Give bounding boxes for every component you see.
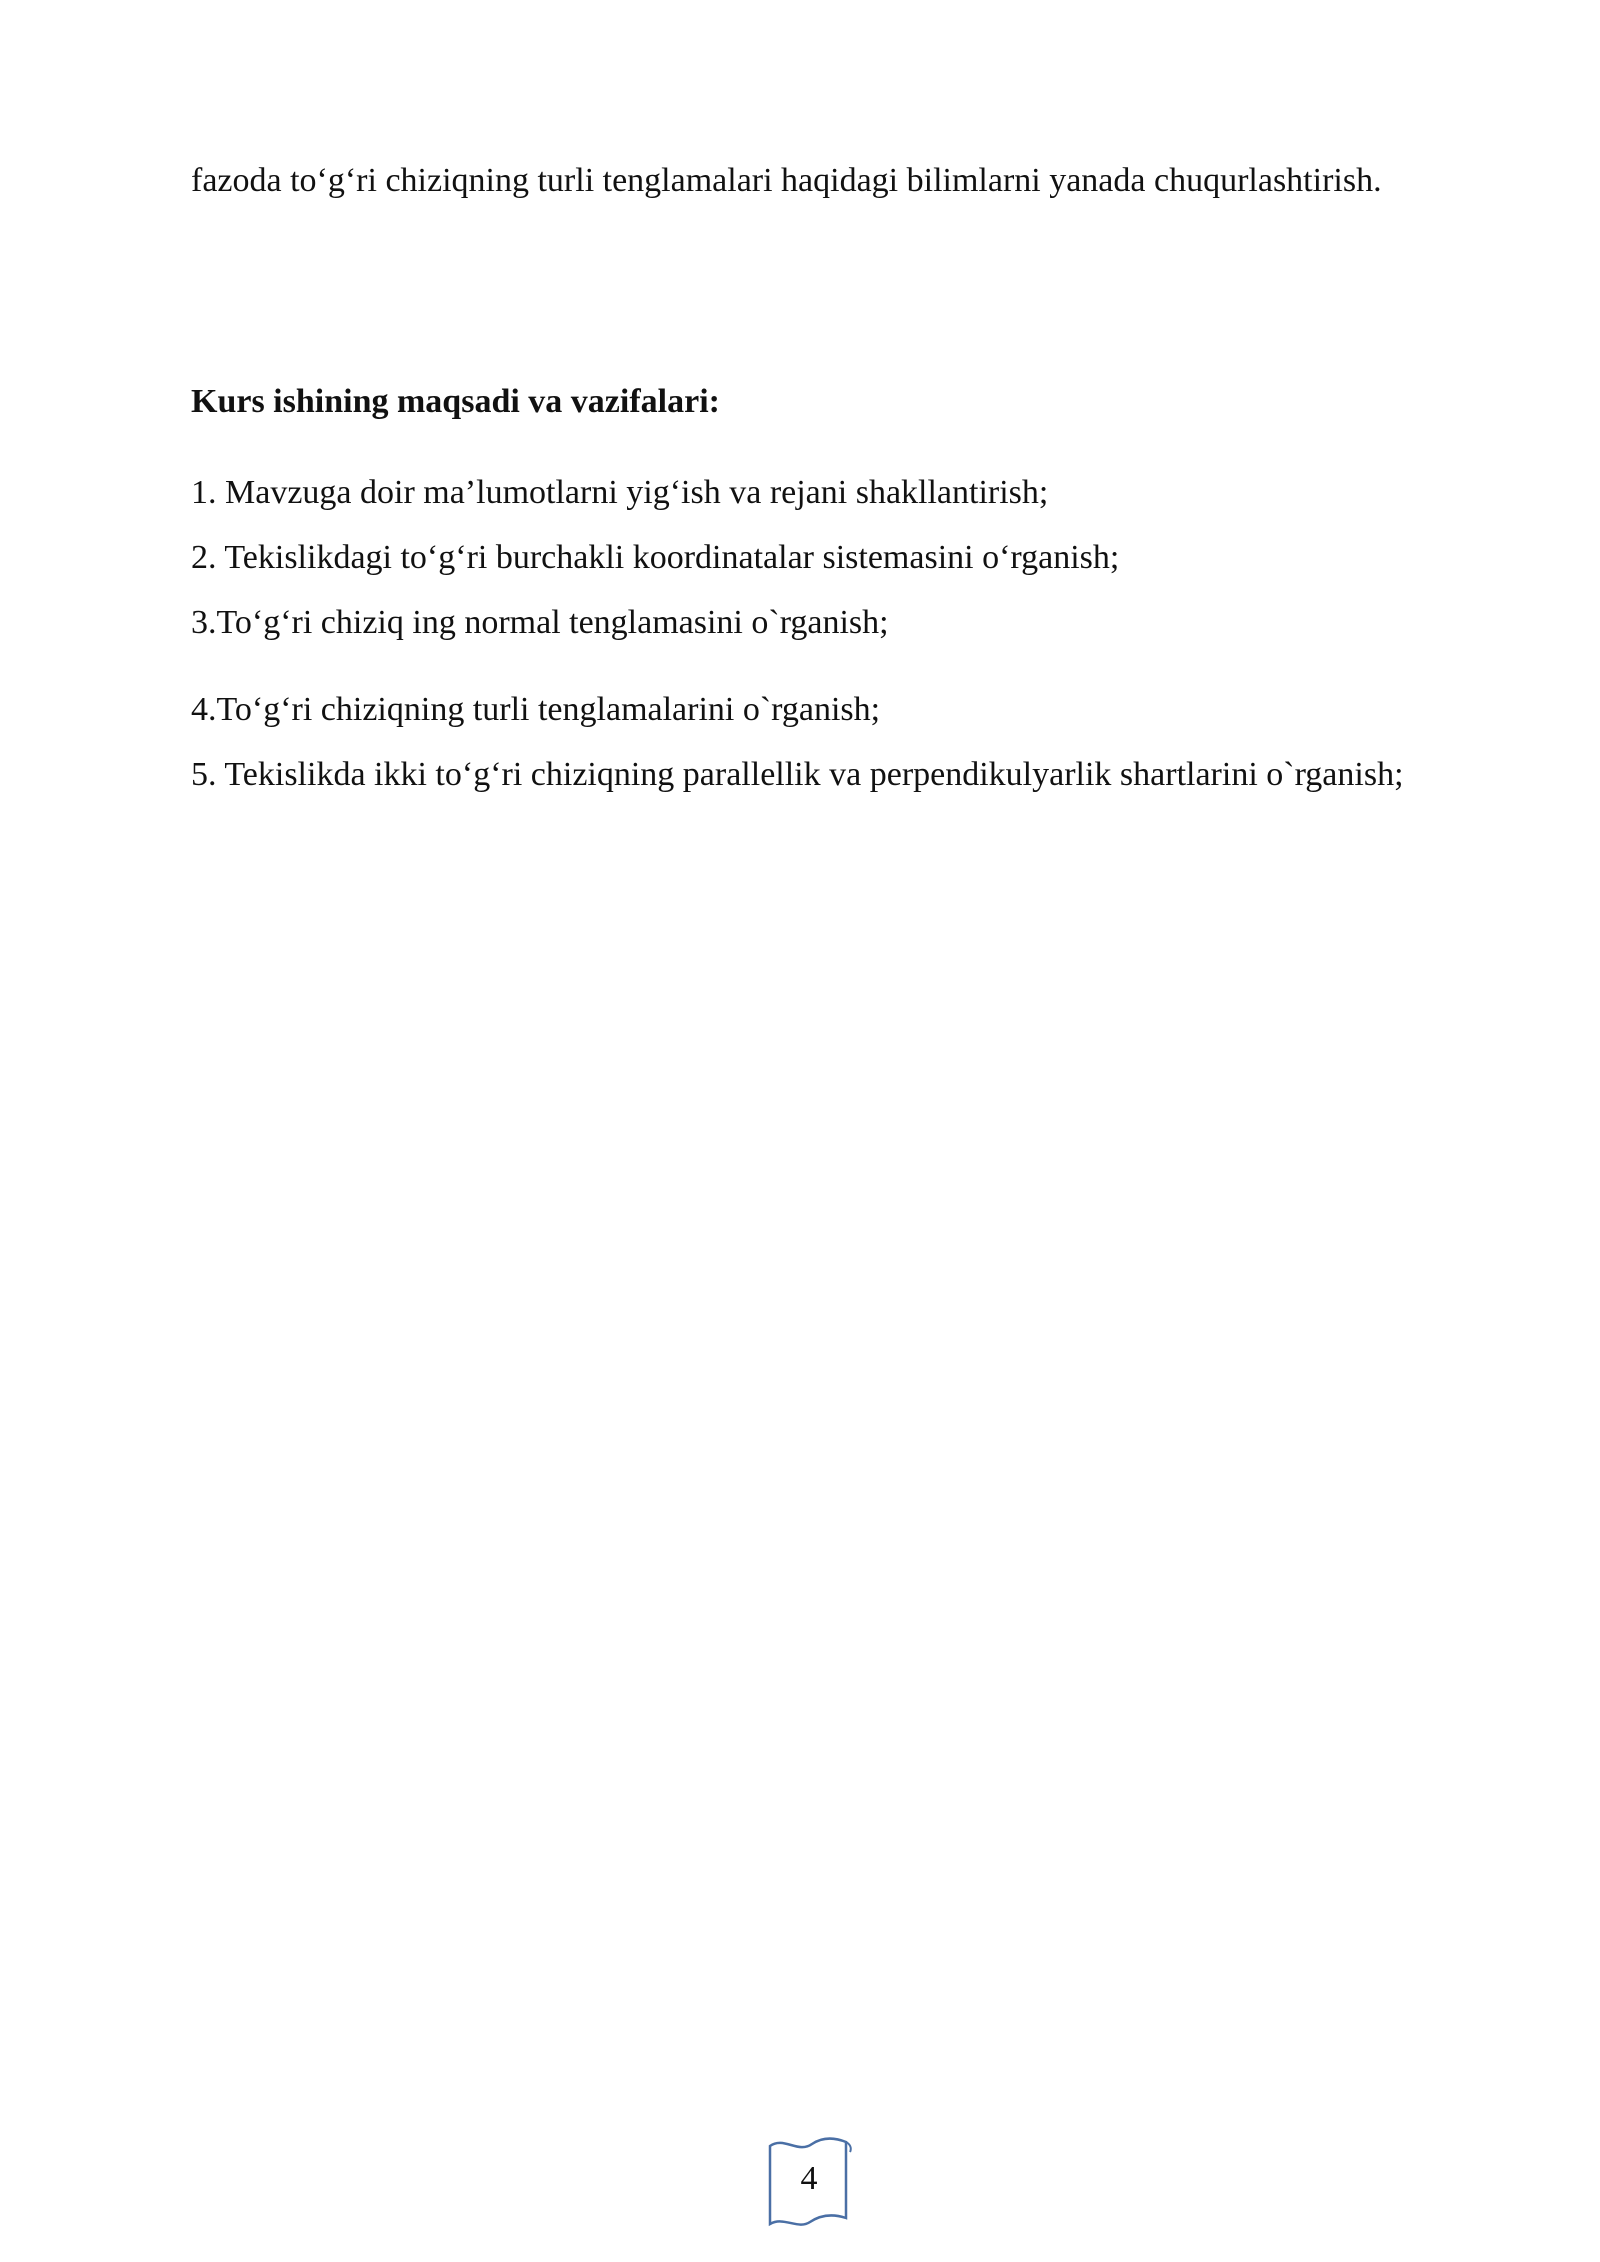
list-item: 2. Tekislikdagi to‘g‘ri burchakli koordinatalar sistemasini o‘rganish; xyxy=(191,539,1120,576)
list-item: 3.To‘g‘ri chiziq ing normal tenglamasini o`rganish; xyxy=(191,604,889,641)
page-number-badge xyxy=(764,2132,854,2232)
task-list xyxy=(191,460,1448,807)
list-item: 5. Tekislikda ikki to‘g‘ri chiziqning parallellik va perpendikulyarlik shartlarini o`rganish; xyxy=(191,756,1404,793)
intro-paragraph: fazoda to‘g‘ri chiziqning turli tenglamalari haqidagi bilimlarni yanada chuqurlashtirish. xyxy=(191,162,1382,199)
page-number: 4 xyxy=(800,2160,818,2197)
section-heading: Kurs ishining maqsadi va vazifalari: xyxy=(191,383,720,420)
intro-block xyxy=(191,148,1448,213)
list-item: 4.To‘g‘ri chiziqning turli tenglamalarini o`rganish; xyxy=(191,691,881,728)
list-item: 1. Mavzuga doir ma’lumotlarni yig‘ish va rejani shakllantirish; xyxy=(191,474,1049,511)
